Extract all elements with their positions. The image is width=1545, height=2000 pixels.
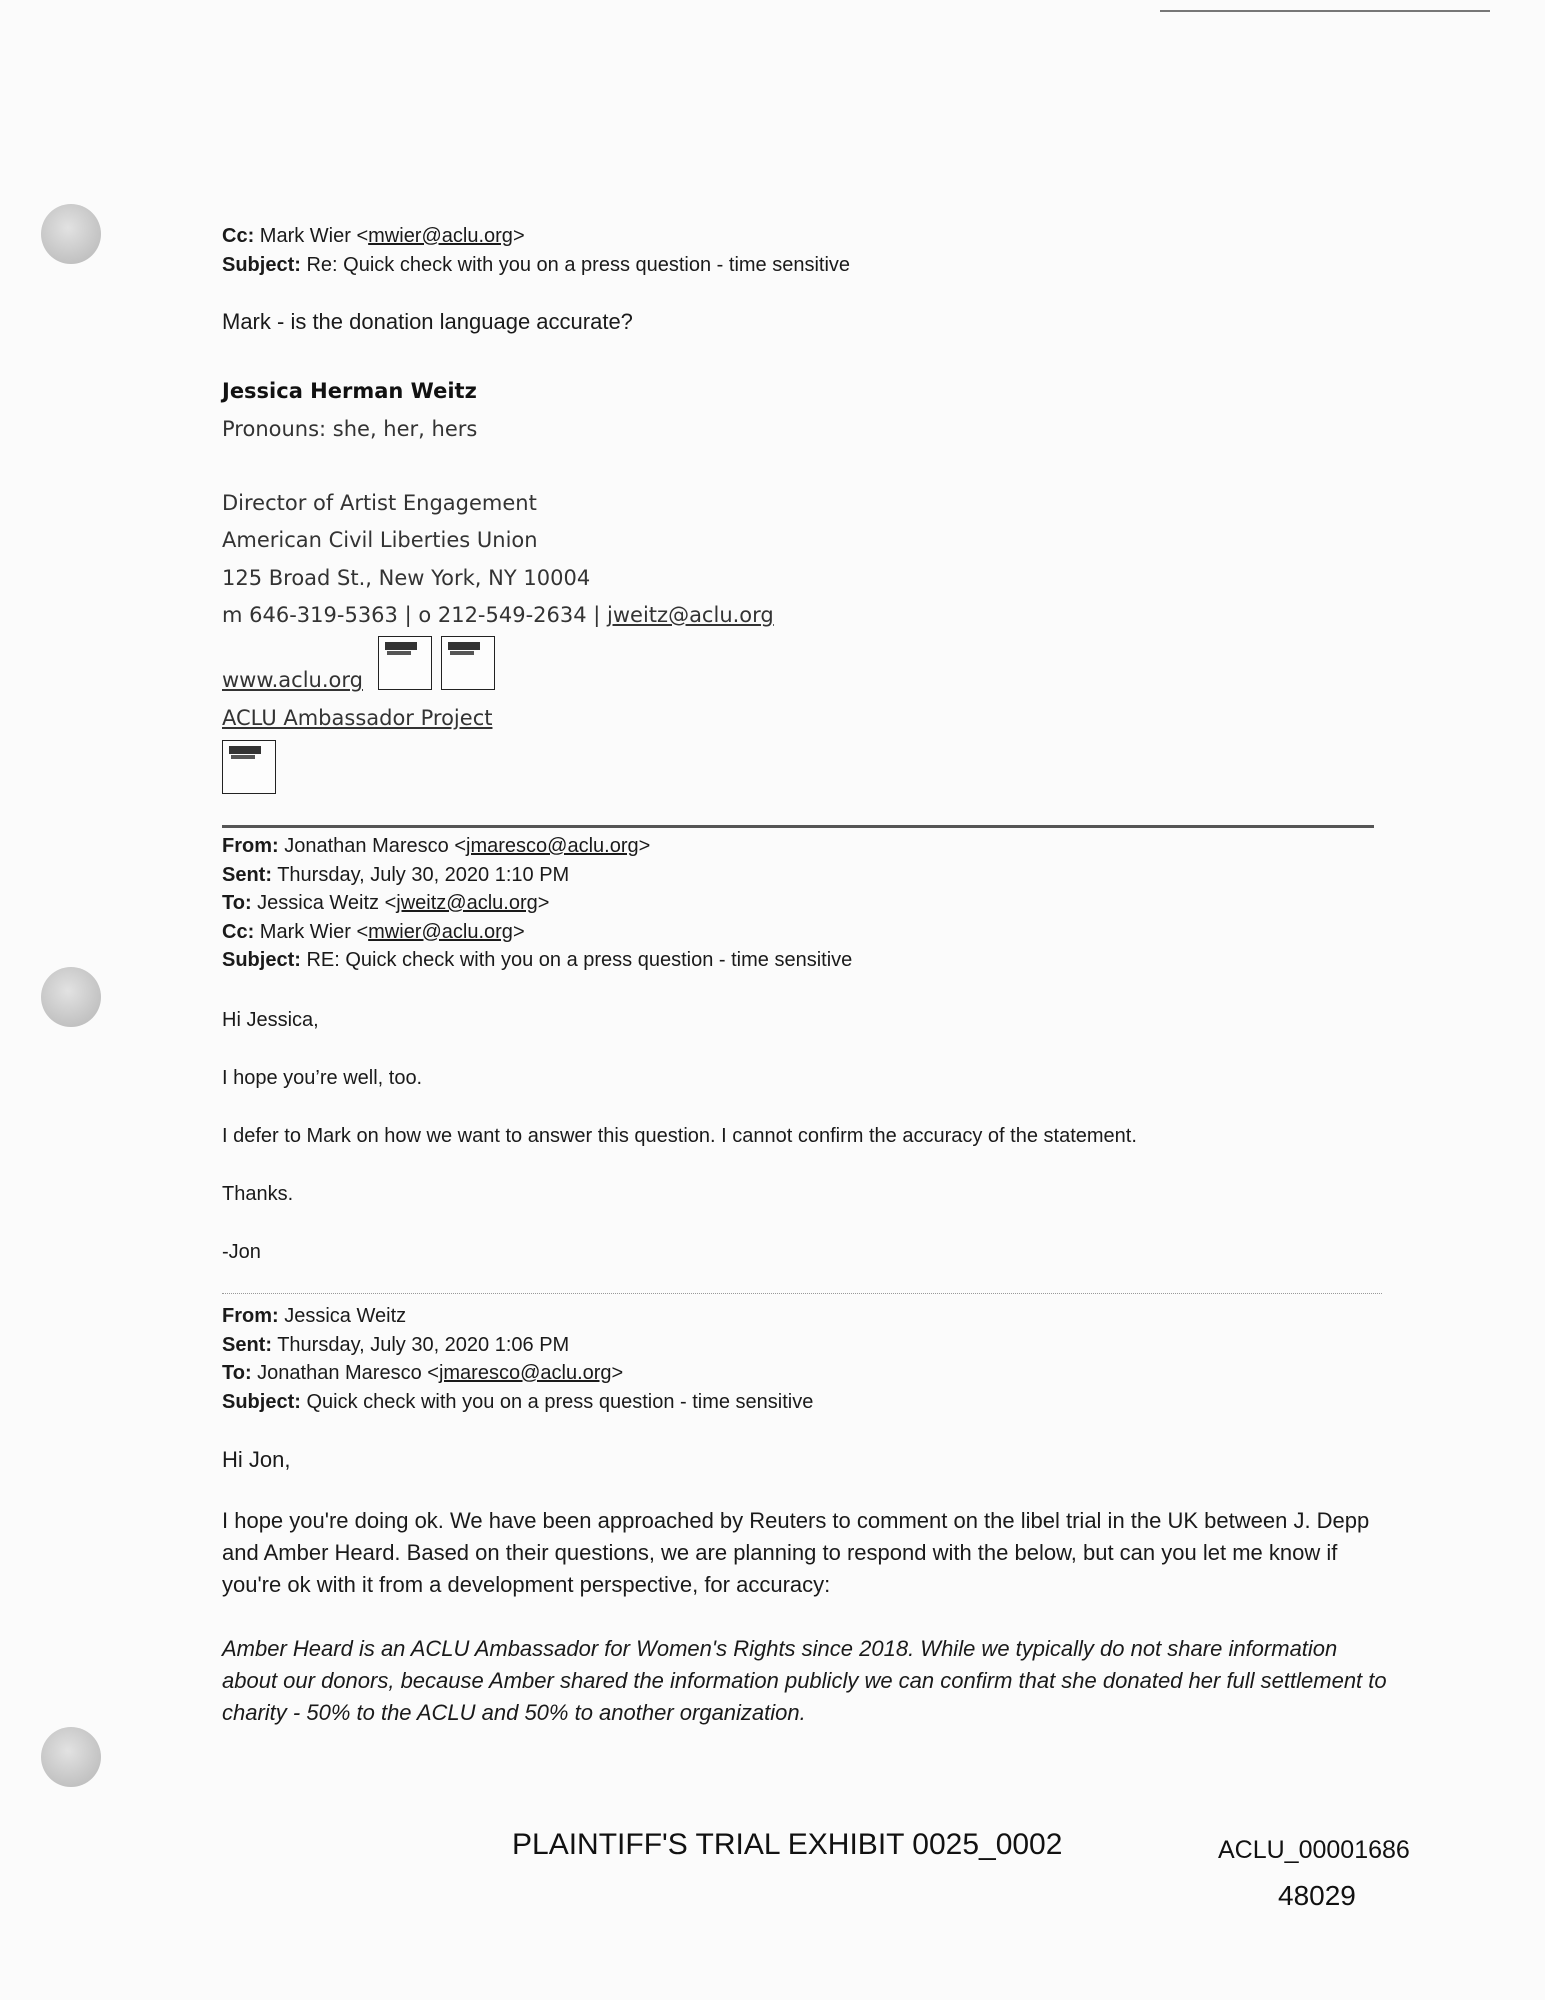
social-image-icon[interactable] (378, 636, 432, 690)
bates-number: ACLU_00001686 (1218, 1836, 1410, 1864)
punch-hole-top (41, 204, 101, 264)
logo-image-icon (222, 740, 276, 794)
social-image-icon[interactable] (441, 636, 495, 690)
signature-address: 125 Broad St., New York, NY 10004 (222, 566, 591, 590)
email-separator (222, 825, 1374, 828)
email1-subject-line: Subject: Re: Quick check with you on a press question - time sensitive (222, 253, 851, 276)
email2-from-email-link[interactable]: jmaresco@aclu.org (466, 835, 639, 857)
punch-hole-bottom (41, 1727, 101, 1787)
signature-website-link[interactable]: www.aclu.org (222, 668, 363, 692)
email2-signoff: -Jon (222, 1241, 261, 1263)
email2-thanks: Thanks. (222, 1183, 294, 1205)
email1-cc-email-link[interactable]: mwier@aclu.org (368, 225, 513, 247)
email3-to-line: To: Jonathan Maresco <jmaresco@aclu.org> (222, 1362, 624, 1384)
email2-to-email-link[interactable]: jweitz@aclu.org (396, 892, 538, 914)
email3-quote: Amber Heard is an ACLU Ambassador for Women's Rights since 2018. While we typically do not share information about our donors, because Amber shared the information publicly we can confirm that she donated her full settlement to charity - 50% to the ACLU and 50% to another organization. (222, 1636, 1387, 1725)
trial-exhibit-label: PLAINTIFF'S TRIAL EXHIBIT 0025_0002 (512, 1828, 1063, 1861)
signature-pronouns: Pronouns: she, her, hers (222, 417, 478, 441)
email-separator (222, 1293, 1382, 1294)
email2-greeting: Hi Jessica, (222, 1009, 319, 1031)
email3-subject-line: Subject: Quick check with you on a press question - time sensitive (222, 1390, 814, 1413)
email2-sent-line: Sent: Thursday, July 30, 2020 1:10 PM (222, 863, 570, 886)
signature-project-link[interactable]: ACLU Ambassador Project (222, 706, 493, 730)
signature-name: Jessica Herman Weitz (222, 379, 477, 403)
signature-email-link[interactable]: jweitz@aclu.org (607, 603, 774, 627)
page-stamp-number: 48029 (1278, 1880, 1356, 1911)
email1-body: Mark - is the donation language accurate? (222, 309, 633, 334)
email3-greeting: Hi Jon, (222, 1447, 291, 1472)
email3-paragraph: I hope you're doing ok. We have been approached by Reuters to comment on the libel trial in the UK between J. Depp and Amber Heard. Based on their questions, we are planning to respond with the below, but can you let me know if you're ok with it from a development perspective, for accuracy: (222, 1508, 1370, 1597)
email1-header (222, 222, 1382, 279)
email2-from-line: From: Jonathan Maresco <jmaresco@aclu.org> (222, 835, 651, 857)
email2-to-line: To: Jessica Weitz <jweitz@aclu.org> (222, 892, 550, 914)
email1-cc-line: Cc: Mark Wier <mwier@aclu.org> (222, 225, 525, 247)
email3-from-line: From: Jessica Weitz (222, 1305, 407, 1327)
email2-header (222, 832, 1382, 975)
email2-line1: I hope you’re well, too. (222, 1067, 423, 1089)
signature-org: American Civil Liberties Union (222, 528, 538, 552)
email3-to-email-link[interactable]: jmaresco@aclu.org (438, 1362, 612, 1384)
email3-sent-line: Sent: Thursday, July 30, 2020 1:06 PM (222, 1333, 570, 1356)
top-rule (1160, 10, 1490, 12)
email2-line2: I defer to Mark on how we want to answer this question. I cannot confirm the accuracy of the statement. (222, 1125, 1137, 1147)
email2-cc-line: Cc: Mark Wier <mwier@aclu.org> (222, 920, 525, 943)
email2-subject-line: Subject: RE: Quick check with you on a press question - time sensitive (222, 949, 853, 971)
punch-hole-middle (41, 967, 101, 1027)
signature-contact: m 646-319-5363 | o 212-549-2634 | jweitz@aclu.org (222, 603, 774, 627)
email3-header (222, 1302, 1382, 1416)
email2-cc-email-link[interactable]: mwier@aclu.org (368, 920, 513, 943)
signature-title: Director of Artist Engagement (222, 491, 537, 515)
